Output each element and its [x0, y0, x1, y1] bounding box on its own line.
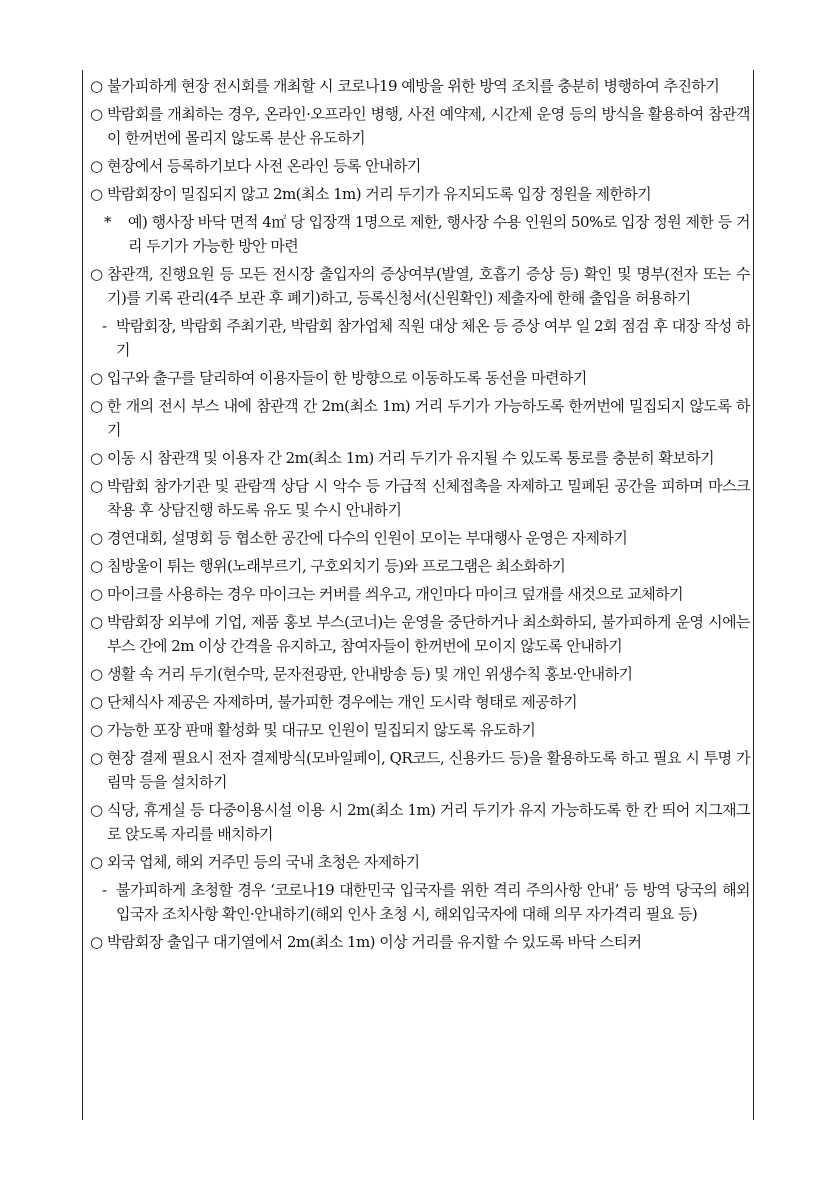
item-text: 참관객, 진행요원 등 모든 전시장 출입자의 증상여부(발열, 호흡기 증상 등) 확인 및 명부(전자 또는 수기)를 기록 관리(4주 보관 후 폐기)하고, 등록신청서(신원확인) 제출자에 한해 출입을 허용하기 [107, 265, 750, 307]
list-item [90, 366, 750, 390]
sub-item [90, 314, 750, 362]
item-text: 불가피하게 현장 전시회를 개최할 시 코로나19 예방을 위한 방역 조치를 충분히 병행하여 추진하기 [107, 77, 720, 95]
sub-item-text: 박람회장, 박람회 주최기관, 박람회 참가업체 직원 대상 체온 등 증상 여부 일 2회 점검 후 대장 작성 하기 [116, 317, 750, 359]
circle-bullet-icon: ○ [90, 585, 103, 603]
circle-bullet-icon: ○ [90, 397, 103, 415]
item-text: 박람회장 출입구 대기열에서 2m(최소 1m) 이상 거리를 유지할 수 있도록 바닥 스티커 [107, 933, 642, 951]
note-text: 예) 행사장 바닥 면적 4㎡ 당 입장객 1명으로 제한, 행사장 수용 인원의 50%로 입장 정원 제한 등 거리 두기가 가능한 방안 마련 [128, 213, 750, 255]
list-item [90, 526, 750, 550]
list-item [90, 554, 750, 578]
circle-bullet-icon: ○ [90, 477, 103, 495]
list-item [90, 582, 750, 606]
circle-bullet-icon: ○ [90, 105, 103, 123]
item-text: 생활 속 거리 두기(현수막, 문자전광판, 안내방송 등) 및 개인 위생수칙 홍보·안내하기 [107, 665, 633, 683]
circle-bullet-icon: ○ [90, 721, 103, 739]
item-text: 현장에서 등록하기보다 사전 온라인 등록 안내하기 [107, 157, 421, 175]
list-item [90, 394, 750, 442]
list-item [90, 474, 750, 522]
item-text: 한 개의 전시 부스 내에 참관객 간 2m(최소 1m) 거리 두기가 가능하도록 한꺼번에 밀집되지 않도록 하기 [107, 397, 750, 439]
circle-bullet-icon: ○ [90, 613, 103, 631]
item-text: 박람회장 외부에 기업, 제품 홍보 부스(코너)는 운영을 중단하거나 최소화하되, 불가피하게 운영 시에는 부스 간에 2m 이상 간격을 유지하고, 참여자들이 한꺼번에 모이지 않도록 안내하기 [107, 613, 750, 655]
list-item [90, 746, 750, 794]
asterisk-icon: * [104, 213, 111, 231]
list-item [90, 798, 750, 846]
list-item [90, 74, 750, 98]
item-text: 박람회장이 밀집되지 않고 2m(최소 1m) 거리 두기가 유지되도록 입장 정원을 제한하기 [107, 185, 652, 203]
list-item [90, 690, 750, 714]
item-text: 가능한 포장 판매 활성화 및 대규모 인원이 밀집되지 않도록 유도하기 [107, 721, 536, 739]
list-item [90, 154, 750, 178]
circle-bullet-icon: ○ [90, 933, 103, 951]
list-item [90, 930, 750, 954]
sub-item-text: 불가피하게 초청할 경우 ‘코로나19 대한민국 입국자를 위한 격리 주의사항 안내’ 등 방역 당국의 해외 입국자 조치사항 확인·안내하기(해외 인사 초청 시, 해외입국자에 대해 의무 자가격리 필요 등) [116, 881, 750, 923]
item-text: 단체식사 제공은 자제하며, 불가피한 경우에는 개인 도시락 형태로 제공하기 [107, 693, 578, 711]
list-item [90, 718, 750, 742]
circle-bullet-icon: ○ [90, 801, 103, 819]
item-text: 현장 결제 필요시 전자 결제방식(모바일페이, QR코드, 신용카드 등)을 활용하도록 하고 필요 시 투명 가림막 등을 설치하기 [107, 749, 750, 791]
circle-bullet-icon: ○ [90, 693, 103, 711]
dash-bullet-icon: - [102, 881, 107, 899]
list-item [90, 850, 750, 874]
list-item [90, 102, 750, 150]
item-text: 마이크를 사용하는 경우 마이크는 커버를 씌우고, 개인마다 마이크 덮개를 새것으로 교체하기 [107, 585, 684, 603]
circle-bullet-icon: ○ [90, 529, 103, 547]
note-item [90, 210, 750, 258]
item-text: 침방울이 튀는 행위(노래부르기, 구호외치기 등)와 프로그램은 최소화하기 [107, 557, 566, 575]
item-text: 외국 업체, 해외 거주민 등의 국내 초청은 자제하기 [107, 853, 420, 871]
circle-bullet-icon: ○ [90, 265, 103, 283]
circle-bullet-icon: ○ [90, 157, 103, 175]
list-item [90, 662, 750, 686]
circle-bullet-icon: ○ [90, 557, 103, 575]
circle-bullet-icon: ○ [90, 449, 103, 467]
circle-bullet-icon: ○ [90, 853, 103, 871]
list-item [90, 262, 750, 310]
circle-bullet-icon: ○ [90, 369, 103, 387]
guideline-list [90, 74, 750, 958]
circle-bullet-icon: ○ [90, 77, 103, 95]
dash-bullet-icon: - [102, 317, 107, 335]
sub-item [90, 878, 750, 926]
item-text: 경연대회, 설명회 등 협소한 공간에 다수의 인원이 모이는 부대행사 운영은 자제하기 [107, 529, 628, 547]
circle-bullet-icon: ○ [90, 665, 103, 683]
list-item [90, 182, 750, 206]
list-item [90, 610, 750, 658]
item-text: 식당, 휴게실 등 다중이용시설 이용 시 2m(최소 1m) 거리 두기가 유지 가능하도록 한 칸 띄어 지그재그로 앉도록 자리를 배치하기 [107, 801, 750, 843]
item-text: 입구와 출구를 달리하여 이용자들이 한 방향으로 이동하도록 동선을 마련하기 [107, 369, 587, 387]
circle-bullet-icon: ○ [90, 749, 103, 767]
item-text: 박람회 참가기관 및 관람객 상담 시 악수 등 가급적 신체접촉을 자제하고 밀폐된 공간을 피하며 마스크 착용 후 상담진행 하도록 유도 및 수시 안내하기 [107, 477, 750, 519]
list-item [90, 446, 750, 470]
circle-bullet-icon: ○ [90, 185, 103, 203]
item-text: 박람회를 개최하는 경우, 온라인·오프라인 병행, 사전 예약제, 시간제 운영 등의 방식을 활용하여 참관객이 한꺼번에 몰리지 않도록 분산 유도하기 [107, 105, 750, 147]
item-text: 이동 시 참관객 및 이용자 간 2m(최소 1m) 거리 두기가 유지될 수 있도록 통로를 충분히 확보하기 [107, 449, 715, 467]
